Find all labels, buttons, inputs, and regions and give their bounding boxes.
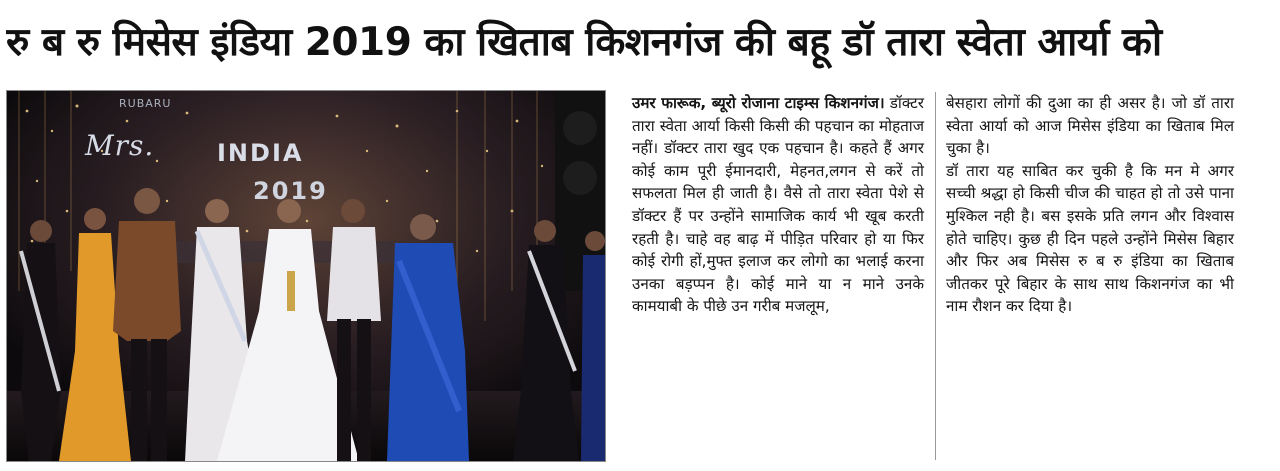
photo-overlay-script: Mrs. [85,129,155,162]
article-paragraph: डॉ तारा यह साबित कर चुकी है कि मन मे अगर सच्ची श्रद्धा हो किसी चीज की चाहत हो तो उसे पाना मुश्किल नही है। बस इसके प्रति लगन और विश्वास होते चाहिए। कुछ ही दिन पहले उन्होंने मिसेस बिहार और फिर अब मिसेस रु ब रु इंडिया का खिताब जीतकर पूरे बिहार के साथ साथ किशनगंज का भी नाम रौशन कर दिया है। [946,161,1234,316]
column-divider [935,92,936,460]
headline: रु ब रु मिसेस इंडिया 2019 का खिताब किशनगंज की बहू डॉ तारा स्वेता आर्या को [6,20,1162,65]
byline: उमर फारूक, ब्यूरो रोजाना टाइम्स किशनगंज। [632,94,885,112]
article-text: डॉक्टर तारा स्वेता आर्या किसी किसी की पहचान का मोहताज नहीं। डॉक्टर तारा खुद एक पहचान है। कहते हैं अगर कोई काम पूरी ईमानदारी, मेहनत,लगन से करें तो सफलता मिल ही जाती है। वैसे तो तारा स्वेता पेशे से डॉक्टर हैं पर उन्होंने सामाजिक कार्य भी खूब करती रहती है। चाहे वह बाढ़ में पीड़ित परिवार हो या फिर कोई रोगी हों,मुफ्त इलाज कर लोगो का भलाई करना उनका बड़प्पन है। कोई माने या न माने उनके कामयाबी के पीछे उन गरीब मजलूम, [632,94,924,316]
photo-overlay-title: INDIA [217,139,304,167]
photo-overlay-year: 2019 [253,177,328,205]
event-photo [6,90,606,462]
photo-overlay-brand: RUBARU [119,97,172,110]
article-column-1 [632,92,924,318]
article-paragraph [632,92,924,318]
article-column-2 [946,92,1234,318]
article-paragraph: बेसहारा लोगों की दुआ का ही असर है। जो डॉ तारा स्वेता आर्या को आज मिसेस इंडिया का खिताब मिल चुका है। [946,94,1234,158]
